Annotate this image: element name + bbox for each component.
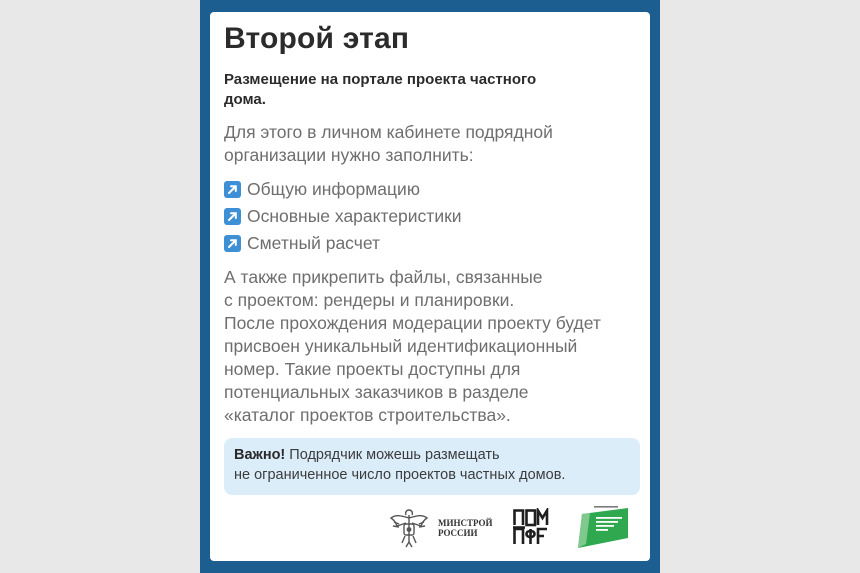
body-line: потенциальных заказчиков в разделе — [224, 382, 529, 402]
intro-line: Для этого в личном кабинете подрядной — [224, 122, 553, 142]
body-line: А также прикрепить файлы, связанные — [224, 267, 543, 287]
eagle-emblem-icon — [388, 506, 430, 550]
minstroy-line1: МИНСТРОЙ — [438, 518, 493, 528]
list-item-label: Основные характеристики — [247, 206, 462, 226]
page-title: Второй этап — [224, 22, 410, 55]
note-line1: Подрядчик можешь размещать — [285, 447, 500, 463]
list-item — [224, 203, 462, 230]
body-line: После прохождения модерации проекту будет — [224, 313, 601, 333]
body-line: «каталог проектов строительства». — [224, 405, 511, 425]
subtitle-line: Размещение на портале проекта частного — [224, 71, 537, 88]
fields-list — [224, 176, 462, 257]
note-strong: Важно! — [234, 447, 286, 463]
body-line: с проектом: рендеры и планировки. — [224, 290, 515, 310]
note-line2: не ограниченное число проектов частных домов. — [234, 466, 566, 483]
important-note — [224, 438, 640, 495]
list-item — [224, 176, 462, 203]
body-line: номер. Такие проекты доступны для — [224, 359, 521, 379]
minstroy-line2: РОССИИ — [438, 528, 478, 538]
slide-frame — [200, 0, 660, 573]
subtitle-line: дома. — [224, 91, 266, 108]
body-line: присвоен уникальный идентификационный — [224, 336, 578, 356]
body-text — [224, 266, 644, 427]
national-projects-logo — [576, 504, 632, 553]
list-item-label: Общую информацию — [247, 179, 420, 199]
list-item — [224, 230, 462, 257]
list-item-label: Сметный расчет — [247, 233, 381, 253]
arrow-up-right-icon — [224, 235, 241, 252]
subtitle — [224, 70, 624, 110]
arrow-up-right-icon — [224, 208, 241, 225]
dom-rf-logo — [513, 508, 549, 551]
logos-row — [210, 502, 650, 552]
intro-text — [224, 121, 634, 167]
content-card — [210, 12, 650, 561]
arrow-up-right-icon — [224, 181, 241, 198]
minstroy-logo — [388, 506, 492, 550]
intro-line: организации нужно заполнить: — [224, 145, 474, 165]
